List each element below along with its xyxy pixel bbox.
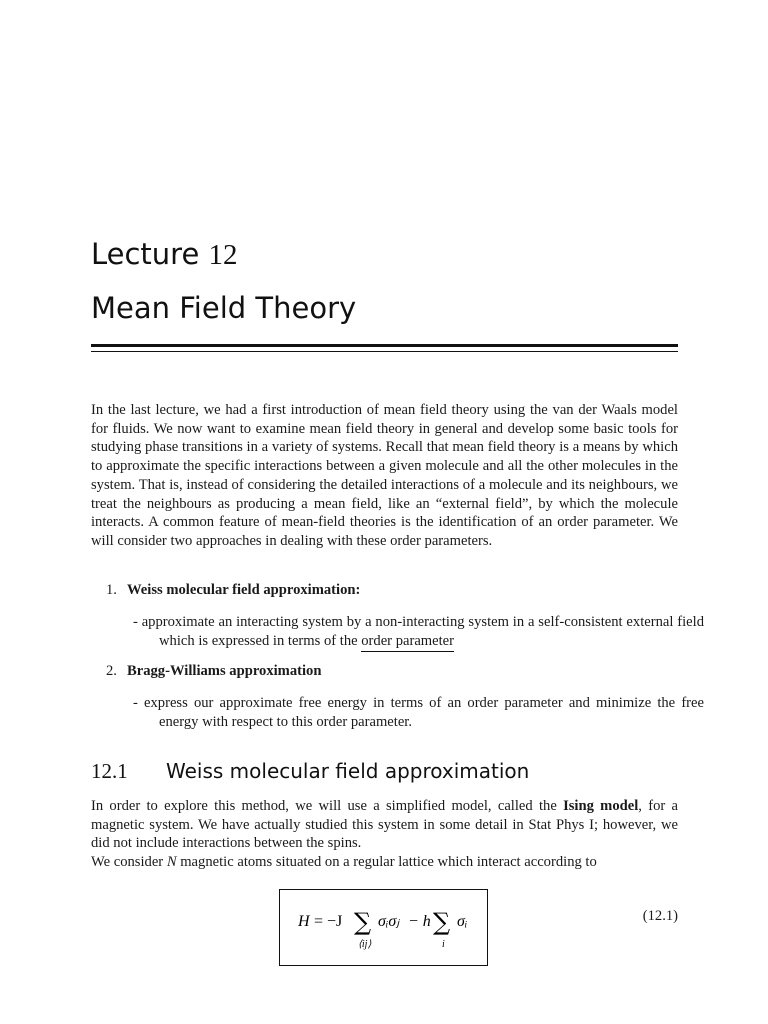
- approach-2-number: 2.: [106, 663, 117, 679]
- eq-sub-i: i: [442, 939, 445, 950]
- section-title: Weiss molecular field approximation: [166, 759, 530, 783]
- eq-H: H: [298, 913, 310, 930]
- eq-sum-1: ∑: [354, 908, 372, 936]
- chapter-title: Mean Field Theory: [91, 291, 357, 325]
- ising-text-1: In order to explore this method, we will use a simplified model, called the: [91, 798, 564, 814]
- eq-sigma-i: σᵢ: [457, 913, 468, 930]
- page: [91, 0, 704, 1024]
- order-parameter-underlined: order parameter: [361, 633, 454, 652]
- eq-sigma-i-sigma-j: σᵢσⱼ: [378, 913, 400, 930]
- ising-model-term: Ising model: [563, 798, 639, 814]
- approach-1: [106, 581, 678, 600]
- approach-2-description: - express our approximate free energy in terms of an order parameter and minimize the free energy with respect to this order parameter.: [133, 695, 704, 730]
- lattice-paragraph: [91, 853, 678, 872]
- lecture-label: [91, 236, 238, 273]
- var-N: N: [166, 854, 177, 870]
- intro-paragraph: In the last lecture, we had a first introduction of mean field theory using the van der Waals model for fluids. We now want to examine mean field theory in general and develop some basic tools for studying phase transitions in a variety of systems. Recall that mean field theory is a means by which to approximate the specific interactions between a given molecule and all the other molecules in the system. That is, instead of considering the detailed interactions of a molecule and its neighbours, we treat the neighbours as producing a mean field, like an “external field”, by which the molecule interacts. A common feature of mean-field theories is the identification of an order parameter. We will consider two approaches in dealing with these order parameters.: [91, 402, 678, 549]
- equation-box: [279, 889, 488, 966]
- approach-1-number: 1.: [106, 582, 117, 598]
- equation-number: (12.1): [642, 908, 678, 924]
- lattice-text-1: We consider: [91, 854, 167, 870]
- eq-sub-ij: ⟨ij⟩: [358, 939, 372, 950]
- eq-minus-h: − h: [408, 913, 431, 930]
- lecture-word: Lecture: [91, 237, 200, 271]
- approach-2: [106, 662, 678, 681]
- lattice-text-2: magnetic atoms situated on a regular lattice which interact according to: [176, 854, 597, 870]
- approach-1-title: Weiss molecular field approximation:: [127, 582, 361, 598]
- ising-text-2: , for a magnetic system. We have actually studied this system in some detail in Stat Phys I; however, we did not include interactions between the spins.: [91, 798, 678, 852]
- eq-sum-2: ∑: [433, 908, 451, 936]
- approach-2-title: Bragg-Williams approximation: [127, 663, 322, 679]
- approach-1-description: [133, 613, 704, 650]
- ising-hamiltonian: [280, 890, 487, 965]
- section-number: 12.1: [91, 759, 128, 783]
- title-rule-thick: [91, 344, 678, 347]
- section-heading: [91, 758, 529, 784]
- ising-paragraph: [91, 797, 678, 853]
- eq-minus-J: = −J: [314, 913, 343, 930]
- approach-1-desc-text: - approximate an interacting system by a non-interacting system in a self-consistent external field which is expressed in terms of the: [133, 614, 704, 649]
- lecture-number: 12: [208, 239, 238, 271]
- title-rule-thin: [91, 351, 678, 352]
